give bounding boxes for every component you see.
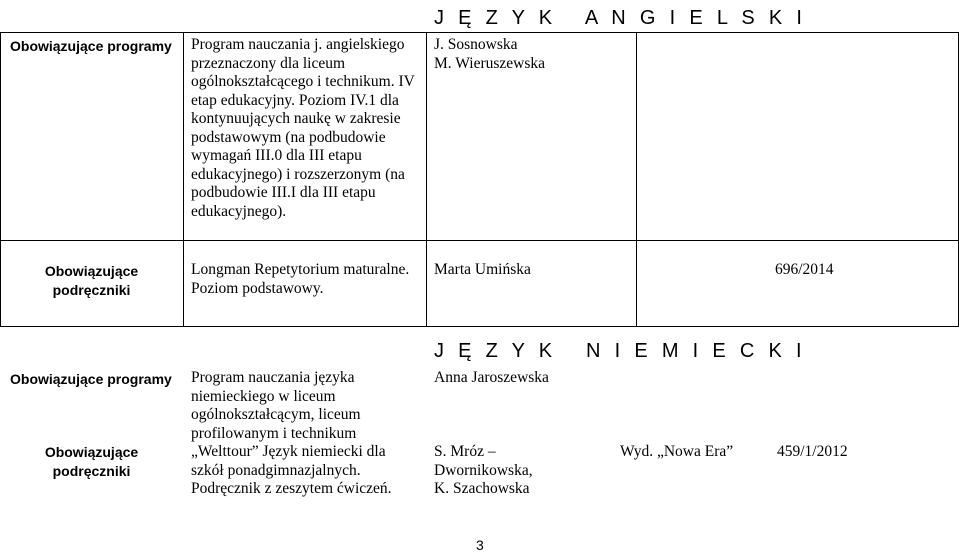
textbook-title-line: Poziom podstawowy. bbox=[191, 279, 324, 297]
german-program-author: Anna Jaroszewska bbox=[434, 369, 549, 386]
author-name: K. Szachowska bbox=[434, 480, 530, 497]
german-program-text: Program nauczania języka niemieckiego w liceum ogólnokształcącym, liceum profilowanym i technikum bbox=[191, 369, 361, 442]
english-textbook-author: Marta Umińska bbox=[434, 261, 531, 278]
table-border bbox=[426, 32, 427, 327]
textbooks-label-line: Obowiązujące bbox=[44, 263, 139, 279]
table-border bbox=[636, 32, 637, 327]
author-name: J. Sosnowska bbox=[434, 36, 518, 53]
english-program-authors bbox=[434, 36, 624, 73]
english-subject-heading: J Ę Z Y K A N G I E L S K I bbox=[434, 7, 807, 29]
page-number: 3 bbox=[476, 537, 484, 553]
german-publisher: Wyd. „Nowa Era” bbox=[620, 443, 734, 460]
table-border bbox=[183, 32, 184, 327]
programs-label: Obowiązujące programy bbox=[10, 371, 172, 387]
author-name: S. Mróz – bbox=[434, 443, 496, 460]
textbooks-label bbox=[0, 262, 183, 300]
table-border bbox=[0, 240, 959, 241]
textbooks-label bbox=[0, 443, 183, 481]
textbooks-label-line: Obowiązujące bbox=[44, 444, 139, 460]
author-name: Dwornikowska, bbox=[434, 461, 533, 479]
textbook-title-line: Longman Repetytorium maturalne. bbox=[191, 261, 410, 278]
english-textbook-title bbox=[191, 261, 421, 298]
table-border bbox=[0, 32, 959, 33]
textbooks-label-line: podręczniki bbox=[52, 282, 131, 298]
german-textbook-authors bbox=[434, 443, 584, 499]
german-subject-heading: J Ę Z Y K N I E M I E C K I bbox=[434, 340, 806, 362]
programs-label: Obowiązujące programy bbox=[10, 38, 172, 54]
english-program-text: Program nauczania j. angielskiego przeznaczony dla liceum ogólnokształcącego i technikum. IV etap edukacyjny. Poziom IV.1 dla kontynuujących naukę w zakresie podstawowym (na podbudowie wymagań III.0 dla III etapu edukacyjnego) i rozszerzonym (na podbudowie III.I dla III etapu edukacyjnego). bbox=[191, 36, 415, 220]
english-textbook-number: 696/2014 bbox=[775, 261, 834, 278]
german-textbook-title: „Welttour” Język niemiecki dla szkół ponadgimnazjalnych. Podręcznik z zeszytem ćwiczeń. bbox=[191, 443, 392, 497]
german-textbook-number: 459/1/2012 bbox=[777, 443, 848, 460]
table-border bbox=[0, 326, 959, 327]
textbooks-label-line: podręczniki bbox=[52, 463, 131, 479]
author-name: M. Wieruszewska bbox=[434, 54, 546, 72]
